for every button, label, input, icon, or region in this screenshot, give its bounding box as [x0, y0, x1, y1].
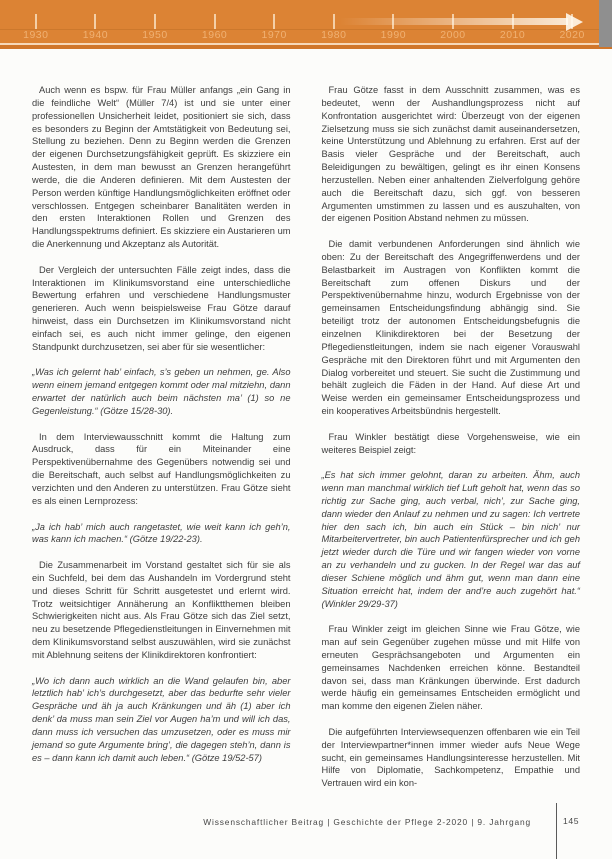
- footer-divider: [556, 803, 557, 859]
- timeline-year-label: 1930: [23, 29, 49, 41]
- timeline-year-1940: [66, 0, 126, 49]
- paragraph: In dem Interviewausschnitt kommt die Haltung zum Ausdruck, dass für ein Miteinander eine Perspektivenübernahme des Gegenübers notwendig sei und die Bereitschaft, auch selbst auf Handlungsmöglichkeiten zu verzichten und den Anderen zu unterstützen. Frau Götze sieht es als einen Lernprozess:: [32, 431, 291, 506]
- timeline-arrow-icon: [566, 13, 583, 31]
- page-edge-shadow: [599, 0, 612, 47]
- paragraph: Der Vergleich der untersuchten Fälle zeigt indes, dass die Interaktionen im Klinikumsvorstand eine unterschiedliche Bewertung erfahren und verschiedene Handlungsmuster generieren. Auch wenn beispielsweise Frau Götze darauf hinweist, dass ein Durchsetzen im Klinikumsvorstand nicht einfach sei, es auch nicht immer gelinge, den eigenen Standpunkt durchzusetzen, sei aber für sie wesentlicher:: [32, 264, 291, 352]
- timeline-year-1960: [185, 0, 245, 49]
- timeline-tick: [94, 14, 96, 29]
- timeline-band: [0, 0, 612, 49]
- left-column: [32, 84, 291, 803]
- timeline-tick: [214, 14, 216, 29]
- running-title: Wissenschaftlicher Beitrag | Geschichte der Pflege 2-2020 | 9. Jahrgang: [203, 817, 531, 827]
- paragraph: Frau Winkler bestätigt diese Vorgehensweise, wie ein weiteres Beispiel zeigt:: [321, 431, 580, 455]
- timeline-year-label: 2000: [440, 29, 466, 41]
- timeline-year-label: 1940: [82, 29, 109, 41]
- paragraph: Die damit verbundenen Anforderungen sind ähnlich wie oben: Zu der Bereitschaft des Angegriffenwerdens und der Belastbarkeit im Austragen von Konflikten kommt die Bereitschaft zum offenen Diskurs und der Perspektivenübernahme hinzu, wodurch Ergebnisse von der gemeinsamen Entscheidungsfindung abhängig sind. Sie beteiligt trotz der autonomen Entscheidungsbefugnis die einzelnen Klinikdirektoren bei der Besetzung der Pflegedienstleitungen, indem sie nach eigener Vorauswahl Gespräche mit den Direktoren führt und mit Argumenten den Dialog vorbereitet und steuert. Sie sucht die Zustimmung und behält zugleich die Fäden in der Hand. Auf diese Art und Weise werden ein gemeinsamer Entscheidungsprozess und ein kooperatives Arbeitsbündnis hergestellt.: [321, 239, 580, 417]
- timeline-year-1950: [125, 0, 185, 49]
- timeline-year-label: 1970: [261, 29, 287, 41]
- timeline-tick: [333, 14, 335, 29]
- article-body: [32, 84, 580, 803]
- timeline-tick: [154, 14, 156, 29]
- paragraph: Die Zusammenarbeit im Vorstand gestaltet sich für sie als ein Suchfeld, bei dem das Aushandeln im Vordergrund steht und dieses Schritt für Schritt ausgetestet und erlernt wird. Trotz weitsichtiger Annäherung an Konfliktthemen bleiben Schwierigkeiten nicht aus. Als Frau Götze sich das Ziel setzt, neu zu besetzende Pflegedienstleitungen in Einvernehmen mit dem Klinikumsvorstand selbst auszuwählen, wird sie zunächst mit Ablehnung seitens der Klinikdirektoren konfrontiert:: [32, 559, 291, 660]
- timeline-year-1930: [6, 0, 66, 49]
- paragraph: Frau Winkler zeigt im gleichen Sinne wie Frau Götze, wie man auf sein Gegenüber zugehen müsse und mit Hilfe von erneuten Gesprächsangeboten und Argumenten ein gemeinsames Nachdenken erreichen könne. Bestandteil davon sei, dass man Kränkungen überwinde. Erst dadurch werde häufig ein gemeinsames Entscheiden ermöglicht und man komme den eigenen Zielen näher.: [321, 624, 580, 712]
- page-number: 145: [563, 816, 580, 826]
- paragraph: Frau Götze fasst in dem Ausschnitt zusammen, was es bedeutet, wenn der Aushandlungsprozess nicht auf Konfrontation ausgerichtet wird: Überzeugt von der eigenen Zielsetzung muss sie sich zunächst damit auseinandersetzen, keine Unterstützung und Ablehnung zu erfahren. Erst auf der Basis vieler Gespräche und der Bereitschaft, auch Beleidigungen zu bewältigen, gelingt es ihr einen Konsens herzustellen. Neben einer anhaltenden Zielverfolgung gehöre auch die Bereitschaft dazu, sich ggf. von besseren Argumenten umstimmen zu lassen und es auszuhalten, von der eigenen Position Abstand nehmen zu müssen.: [321, 85, 580, 224]
- interview-quote: „Es hat sich immer gelohnt, daran zu arbeiten. Ähm, auch wenn man manchmal wirklich tief Luft geholt hat, wenn das so richtig zur Sache ging, auch verbal, nich’, zur Sache ging, dann wieder den Anlauf zu nehmen und zu sagen: Ich vertrete hier den sach ich, bin auch ein Stück – bin nich’ nur Mitarbeitervertreter, bin auch Patientenfürsprecher und ich geh jetzt wieder durch die Türe und wir fangen wieder von vorne an zu verhandeln und zu gucken. In der Regel war das auf dieser Schiene möglich und ähm gut, wenn man dann eine Situation erreicht hat, indem der and’re auch zugehört hat.“ (Winkler 29/29-37): [321, 470, 580, 609]
- paragraph: Die aufgeführten Interviewsequenzen offenbaren wie ein Teil der Interviewpartner*innen immer wieder aufs Neue Wege sucht, ein gemeinsames Handlungsinteresse herzustellen. Mit Hilfe von Diplomatie, Sachkompetenz, Empathie und Vertrauen wird ein kon-: [321, 726, 580, 789]
- interview-quote: „Wo ich dann auch wirklich an die Wand gelaufen bin, aber letztlich hab’ ich’s durchgesetzt, aber das bedurfte sehr vieler Gespräche und äh ja auch Kränkungen und äh (1) aber ich denk’ da muss man sein Ziel vor Augen ha’m und will ich das, dann muss ich versuchen das umzusetzen, oder es muss mir jemand so gute Argumente bring’, die dagegen steh’n, dann is es – dann kann ich damit auch leben.“ (Götze 19/52-57): [32, 675, 291, 763]
- timeline-year-label: 1980: [321, 29, 347, 41]
- timeline-arrow-shaft: [340, 18, 568, 25]
- timeline-year-label: 2020: [559, 29, 585, 41]
- timeline-year-label: 1950: [142, 29, 168, 41]
- band-bottom-strip: [0, 45, 612, 49]
- timeline-year-label: 1960: [201, 29, 228, 41]
- timeline-tick: [35, 14, 37, 29]
- paragraph: Auch wenn es bspw. für Frau Müller anfangs „ein Gang in die feindliche Welt“ (Müller 7/4) ist und sie unter einer professionellen Unsicherheit leidet, positioniert sie sich, dass es besonders zu Beginn der Amtstätigkeit von Bedeutung sei, Stellung zu beziehen. Denn zu Beginn werden die Grenzen der eigenen Durchsetzungsfähigkeit geprüft. Es skizziere ein Austesten, in dem man bewusst an Grenzen herangeführt werde, die die Anderen definieren. Mit dem Austesten der Person werden künftige Handlungsmöglichkeiten eröffnet oder verschlossen. Entgegen scheinbarer Banalitäten werden in den ersten Interaktionen Rollen und Grenzen des Handlungsspektrums definiert. Es skizziere ein Austarieren um die Anerkennung und Akzeptanz als Autorität.: [32, 85, 291, 250]
- interview-quote: „Was ich gelernt hab’ einfach, s’s geben un nehmen, ge. Also wenn einem jemand entgegen kommt oder mal mitziehn, dann erwartet der natürlich auch beim nächsten ma’ (1) so ne Gegenleistung.“ (Götze 15/28-30).: [32, 367, 291, 416]
- interview-quote: „Ja ich hab’ mich auch rangetastet, wie weit kann ich geh’n, was kann ich machen.“ (Götze 19/22-23).: [32, 521, 291, 545]
- timeline-year-label: 2010: [499, 29, 526, 41]
- timeline-year-label: 1990: [380, 29, 407, 41]
- right-column: [322, 84, 581, 803]
- timeline-tick: [273, 14, 275, 29]
- timeline-year-1970: [244, 0, 304, 49]
